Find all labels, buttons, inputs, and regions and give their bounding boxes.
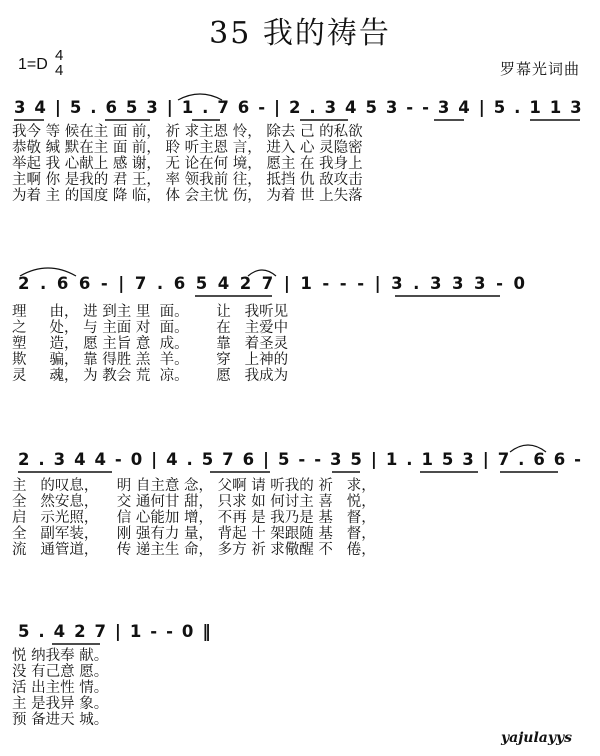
lyric-line-2-2: 之 处， 与 主面 对 面。 在 主爱中 <box>12 320 289 336</box>
lyric-line-1-1: 我今 等 候在主 面 前， 祈 求主恩 怜， 除去 己 的私欲 <box>12 124 363 140</box>
notation-line-4: 5 . 4 2 7 | 1 - - 0 ‖ <box>18 622 213 641</box>
notation-line-1: 3 4 | 5 . 6 5 3 | 1 . 7 6 - | 2 . 3 4 5 3 - - 3 4 | 5 . 1 1 3 <box>14 98 584 117</box>
time-signature-top: 4 <box>55 47 64 64</box>
notation-marks-4 <box>0 622 600 652</box>
lyric-line-1-5: 为着 主 的国度 降 临， 体 会主忧 伤， 为着 世 上失落 <box>12 188 363 204</box>
lyric-line-3-3: 启 示光照， 信 心能加 增， 不再 是 我乃是 基 督， <box>12 510 376 526</box>
lyric-line-3-1: 主 的叹息， 明 自主意 念， 父啊 请 听我的 祈 求， <box>12 478 376 494</box>
lyric-line-4-4: 主 是我异 象。 <box>12 696 109 712</box>
notation-line-3: 2 . 3 4 4 - 0 | 4 . 5 7 6 | 5 - - 3 5 | 1 . 1 5 3 | 7 . 6 6 - <box>18 450 583 469</box>
lyric-line-3-2: 全 然安息， 交 通何甘 甜， 只求 如 何讨主 喜 悦， <box>12 494 376 510</box>
author-credit: 罗幕光词曲 <box>499 60 580 78</box>
lyric-line-3-4: 全 副军装， 刚 强有力 量， 背起 十 架跟随 基 督， <box>12 526 376 542</box>
lyric-line-4-5: 预 备进天 城。 <box>12 712 109 728</box>
lyric-line-4-2: 没 有己意 愿。 <box>12 664 109 680</box>
lyric-line-1-2: 恭敬 缄 默在主 面 前， 聆 听主恩 言， 进入 心 灵隐密 <box>12 140 363 156</box>
lyric-line-4-1: 悦 纳我奉 献。 <box>12 648 109 664</box>
lyric-line-1-4: 主啊 你 是我的 君 王， 率 领我前 往， 抵挡 仇 敌攻击 <box>12 172 363 188</box>
song-title: 35 我的祷告 <box>209 16 391 51</box>
lyric-line-1-3: 举起 我 心献上 感 谢， 无 论在何 境， 愿主 在 我身上 <box>12 156 363 172</box>
lyric-line-2-3: 塑 造， 愿 主旨 意 成。 靠 着圣灵 <box>12 336 289 352</box>
lyric-line-4-3: 活 出主性 情。 <box>12 680 109 696</box>
watermark: yajulayys <box>501 730 572 746</box>
notation-marks-1 <box>0 98 600 128</box>
time-signature <box>55 48 63 78</box>
lyric-line-2-5: 灵 魂， 为 教会 荒 凉。 愿 我成为 <box>12 368 289 384</box>
key-signature: 1=D <box>18 56 48 73</box>
notation-marks-2 <box>0 274 600 304</box>
lyric-line-2-1: 理 由， 进 到主 里 面。 让 我听见 <box>12 304 289 320</box>
lyric-line-2-4: 欺 骗， 靠 得胜 羔 羊。 穿 上神的 <box>12 352 289 368</box>
notation-line-2: 2 . 6 6 - | 7 . 6 5 4 2 7 | 1 - - - | 3 . 3 3 3 - 0 <box>18 274 528 293</box>
time-signature-bottom: 4 <box>55 62 64 79</box>
lyric-line-3-5: 流 通管道， 传 递主生 命， 多方 祈 求儆醒 不 倦， <box>12 542 376 558</box>
notation-marks-3 <box>0 450 600 480</box>
